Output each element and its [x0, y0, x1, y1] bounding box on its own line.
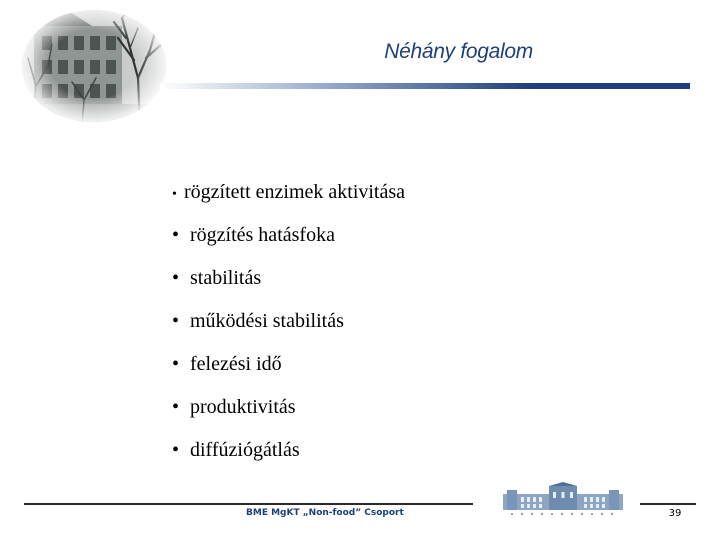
bullet-text: működési stabilitás [190, 310, 344, 332]
bullet-item [172, 434, 405, 477]
bullet-dot-icon: • [172, 224, 180, 246]
bullet-item [172, 176, 405, 219]
bullet-dot-icon: • [172, 396, 180, 418]
bullet-item [172, 219, 405, 262]
bullet-text: rögzített enzimek aktivitása [184, 181, 406, 203]
university-building-logo-icon [503, 482, 623, 516]
footer-divider [24, 503, 473, 505]
bullet-item [172, 348, 405, 391]
bullet-list [172, 176, 405, 477]
bullet-text: diffúziógátlás [190, 439, 300, 461]
slide-title: Néhány fogalom [384, 40, 533, 63]
footer-divider-right [640, 503, 696, 505]
bullet-dot-icon: • [172, 187, 177, 202]
bullet-text: produktivitás [190, 396, 296, 418]
footer-organization: BME MgKT „Non-food” Csoport [246, 508, 404, 518]
page-number: 39 [668, 508, 682, 519]
bullet-item [172, 391, 405, 434]
bullet-item [172, 305, 405, 348]
bullet-dot-icon: • [172, 353, 180, 375]
bullet-text: rögzítés hatásfoka [190, 224, 335, 246]
bullet-dot-icon: • [172, 267, 180, 289]
bullet-dot-icon: • [172, 439, 180, 461]
title-underline [160, 83, 690, 89]
bullet-text: felezési idő [190, 353, 282, 375]
bullet-item [172, 262, 405, 305]
bullet-dot-icon: • [172, 310, 180, 332]
header-photo [22, 8, 172, 126]
bullet-text: stabilitás [190, 267, 262, 289]
